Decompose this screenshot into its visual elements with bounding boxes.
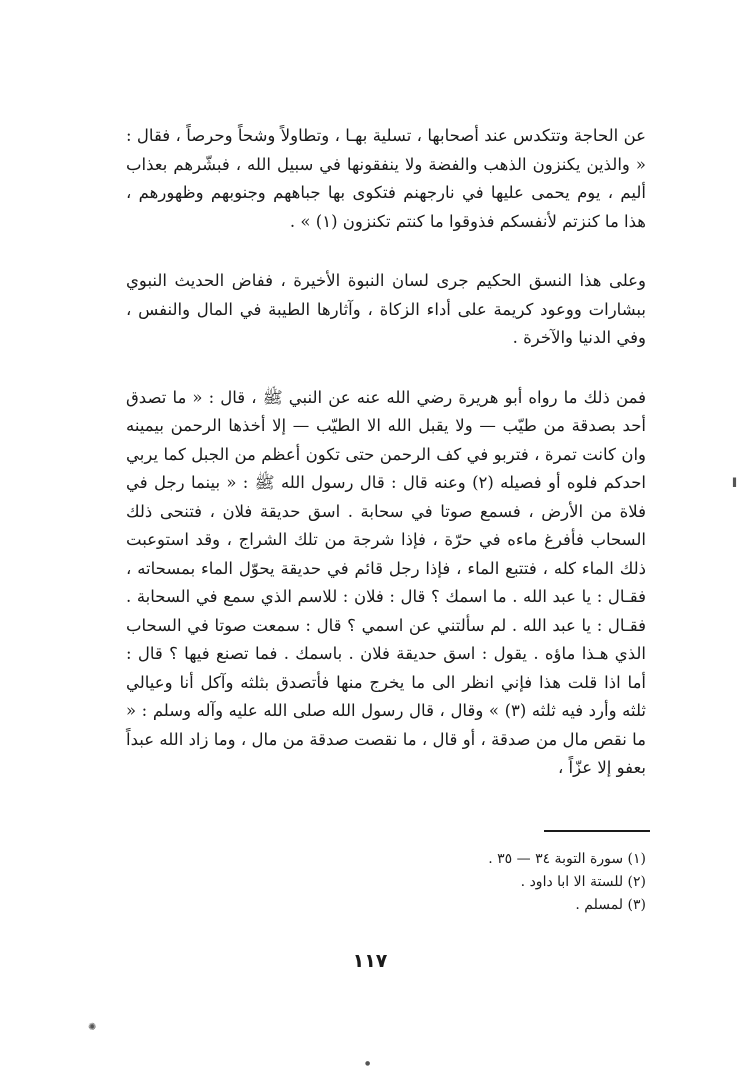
paragraph-3: فمن ذلك ما رواه أبو هريرة رضي الله عنه عن النبي ﷺ ، قال : « ما تصدق أحد بصدقة من طيّب — ولا يقبل الله الا الطيّب — إلا أخذها الرحمن بيمينه وان كانت تمرة ، فتربو في كف الرحمن حتى تكون أعظم من الجبل كما يربي احدكم فلوه أو فصيله (٢) وعنه قال : قال رسول الله ﷺ : « بينما رجل في فلاة من الأرض ، فسمع صوتا في سحابة . اسق حديقة فلان ، فتنحى ذلك السحاب فأفرغ ماءه في حرّة ، فإذا شرجة من تلك الشراج ، وقد استوعبت ذلك الماء كله ، فتتبع الماء ، فإذا رجل قائم في حديقة يحوّل الماء بمسحاته ، فقـال : يا عبد الله . ما اسمك ؟ قال : فلان : للاسم الذي سمع في السحابة . فقـال : يا عبد الله . لم سألتني عن اسمي ؟ قال : سمعت صوتا في السحاب الذي هـذا ماؤه . يقول : اسق حديقة فلان . باسمك . فما تصنع فيها ؟ قال : أما اذا قلت هذا فإني انظر الى ما يخرج منها فأتصدق بثلثه وآكل أنا وعيالي ثلثه وأرد فيه ثلثه (٣) » وقال ، قال رسول الله صلى الله عليه وآله وسلم : « ما نقص مال من صدقة ، أو قال ، ما نقصت صدقة من مال ، وما زاد الله عبداً بعفو إلا عزّاً ، bbox=[126, 387, 646, 777]
page-number: ١١٧ bbox=[352, 950, 388, 972]
page-body bbox=[126, 122, 646, 814]
footnote-3: (٣) لمسلم . bbox=[575, 897, 646, 913]
footnote-2: (٢) للستة الا ابا داود . bbox=[520, 874, 646, 890]
footnote-divider bbox=[544, 830, 650, 832]
scan-dot-icon: ● bbox=[365, 1060, 371, 1067]
scan-mark-icon: ▌ bbox=[733, 478, 740, 487]
scan-speck-icon: ✺ bbox=[88, 1022, 97, 1033]
footnote-1: (١) سورة التوبة ٣٤ — ٣٥ . bbox=[488, 851, 646, 867]
paragraph-1: عن الحاجة وتتكدس عند أصحابها ، تسلية بهـا ، وتطاولاً وشحاً وحرصاً ، فقال : « والذين يكنزون الذهب والفضة ولا ينفقونها في سبيل الله ، فبشّرهم بعذاب أليم ، يوم يحمى عليها في نارجهنم فتكوى بها جباههم وجنوبهم وظهورهم ، هذا ما كنزتم لأنفسكم فذوقوا ما كنتم تكنزون (١) » . bbox=[126, 126, 646, 231]
footnotes bbox=[300, 848, 646, 917]
paragraph-2: وعلى هذا النسق الحكيم جرى لسان النبوة الأخيرة ، ففاض الحديث النبوي ببشارات ووعود كريمة على أداء الزكاة ، وآثارها الطيبة في المال والنفس ، وفي الدنيا والآخرة . bbox=[126, 271, 646, 347]
